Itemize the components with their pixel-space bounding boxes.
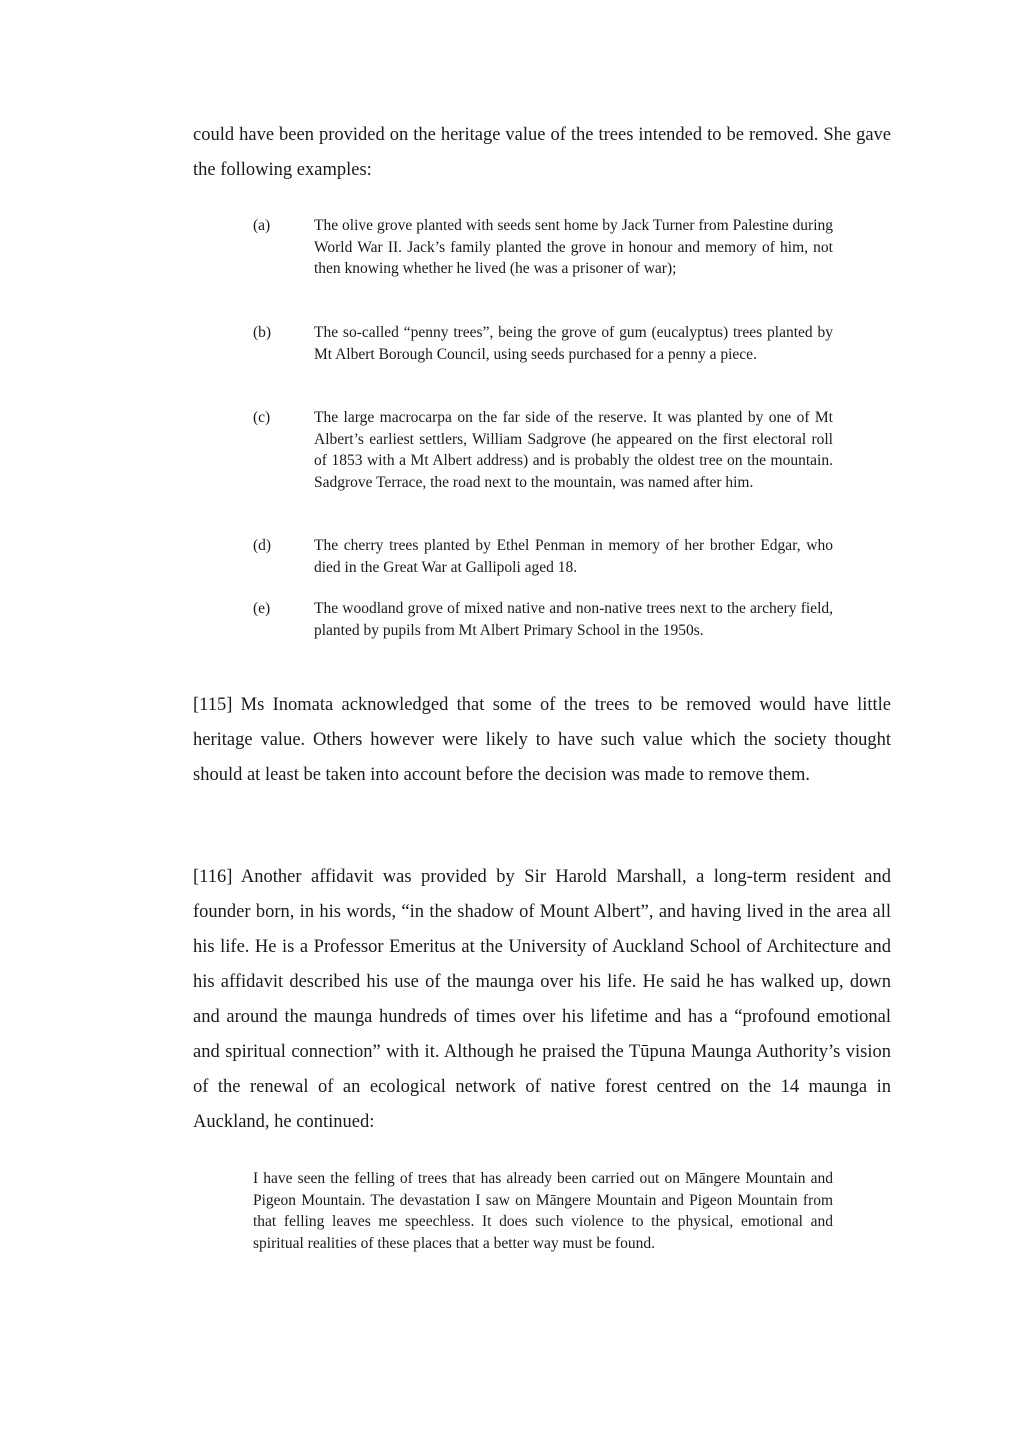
example-label: (c) [253, 409, 271, 426]
paragraph-116: [116] Another affidavit was provided by Sir Harold Marshall, a long-term resident and founder born, in his words, “in the shadow of Mount Albert”, and having lived in the area all his life. He is a Professor Emeritus at the University of Auckland School of Architecture and his affidavit described his use of the maunga over his life. He said he has walked up, down and around the maunga hundreds of times over his lifetime and has a “profound emotional and spiritual connection” with it. Although he praised the Tūpuna Maunga Authority’s vision of the renewal of an ecological network of native forest centred on the 14 maunga in Auckland, he continued: [193, 867, 891, 1132]
example-text: The olive grove planted with seeds sent home by Jack Turner from Palestine during World War II. Jack’s family planted the grove in honour and memory of him, not then knowing whether he lived (he was a prisoner of war); [314, 217, 833, 277]
example-text: The large macrocarpa on the far side of the reserve. It was planted by one of Mt Albert’s earliest settlers, William Sadgrove (he appeared on the first electoral roll of 1853 with a Mt Albert address) and is probably the oldest tree on the mountain. Sadgrove Terrace, the road next to the mountain, was named after him. [314, 409, 833, 491]
example-item-d [253, 535, 833, 578]
example-item-c [253, 407, 833, 493]
example-text: The so-called “penny trees”, being the grove of gum (eucalyptus) trees planted by Mt Albert Borough Council, using seeds purchased for a penny a piece. [314, 324, 833, 363]
example-label: (a) [253, 217, 271, 234]
intro-paragraph: could have been provided on the heritage value of the trees intended to be removed. She gave the following examples: [193, 125, 891, 180]
block-quote: I have seen the felling of trees that has already been carried out on Māngere Mountain and Pigeon Mountain. The devastation I saw on Māngere Mountain and Pigeon Mountain from that felling leaves me speechless. It does such violence to the physical, emotional and spiritual realities of these places that a better way must be found. [253, 1170, 833, 1252]
example-label: (b) [253, 324, 272, 341]
example-label: (e) [253, 600, 271, 617]
example-text: The cherry trees planted by Ethel Penman in memory of her brother Edgar, who died in the Great War at Gallipoli aged 18. [314, 537, 833, 576]
paragraph-115: [115] Ms Inomata acknowledged that some of the trees to be removed would have little heritage value. Others however were likely to have such value which the society thought should at least be taken into account before the decision was made to remove them. [193, 695, 891, 785]
example-item-b [253, 322, 833, 365]
example-item-a [253, 215, 833, 280]
example-label: (d) [253, 537, 272, 554]
example-item-e [253, 598, 833, 641]
example-text: The woodland grove of mixed native and non-native trees next to the archery field, planted by pupils from Mt Albert Primary School in the 1950s. [314, 600, 833, 639]
